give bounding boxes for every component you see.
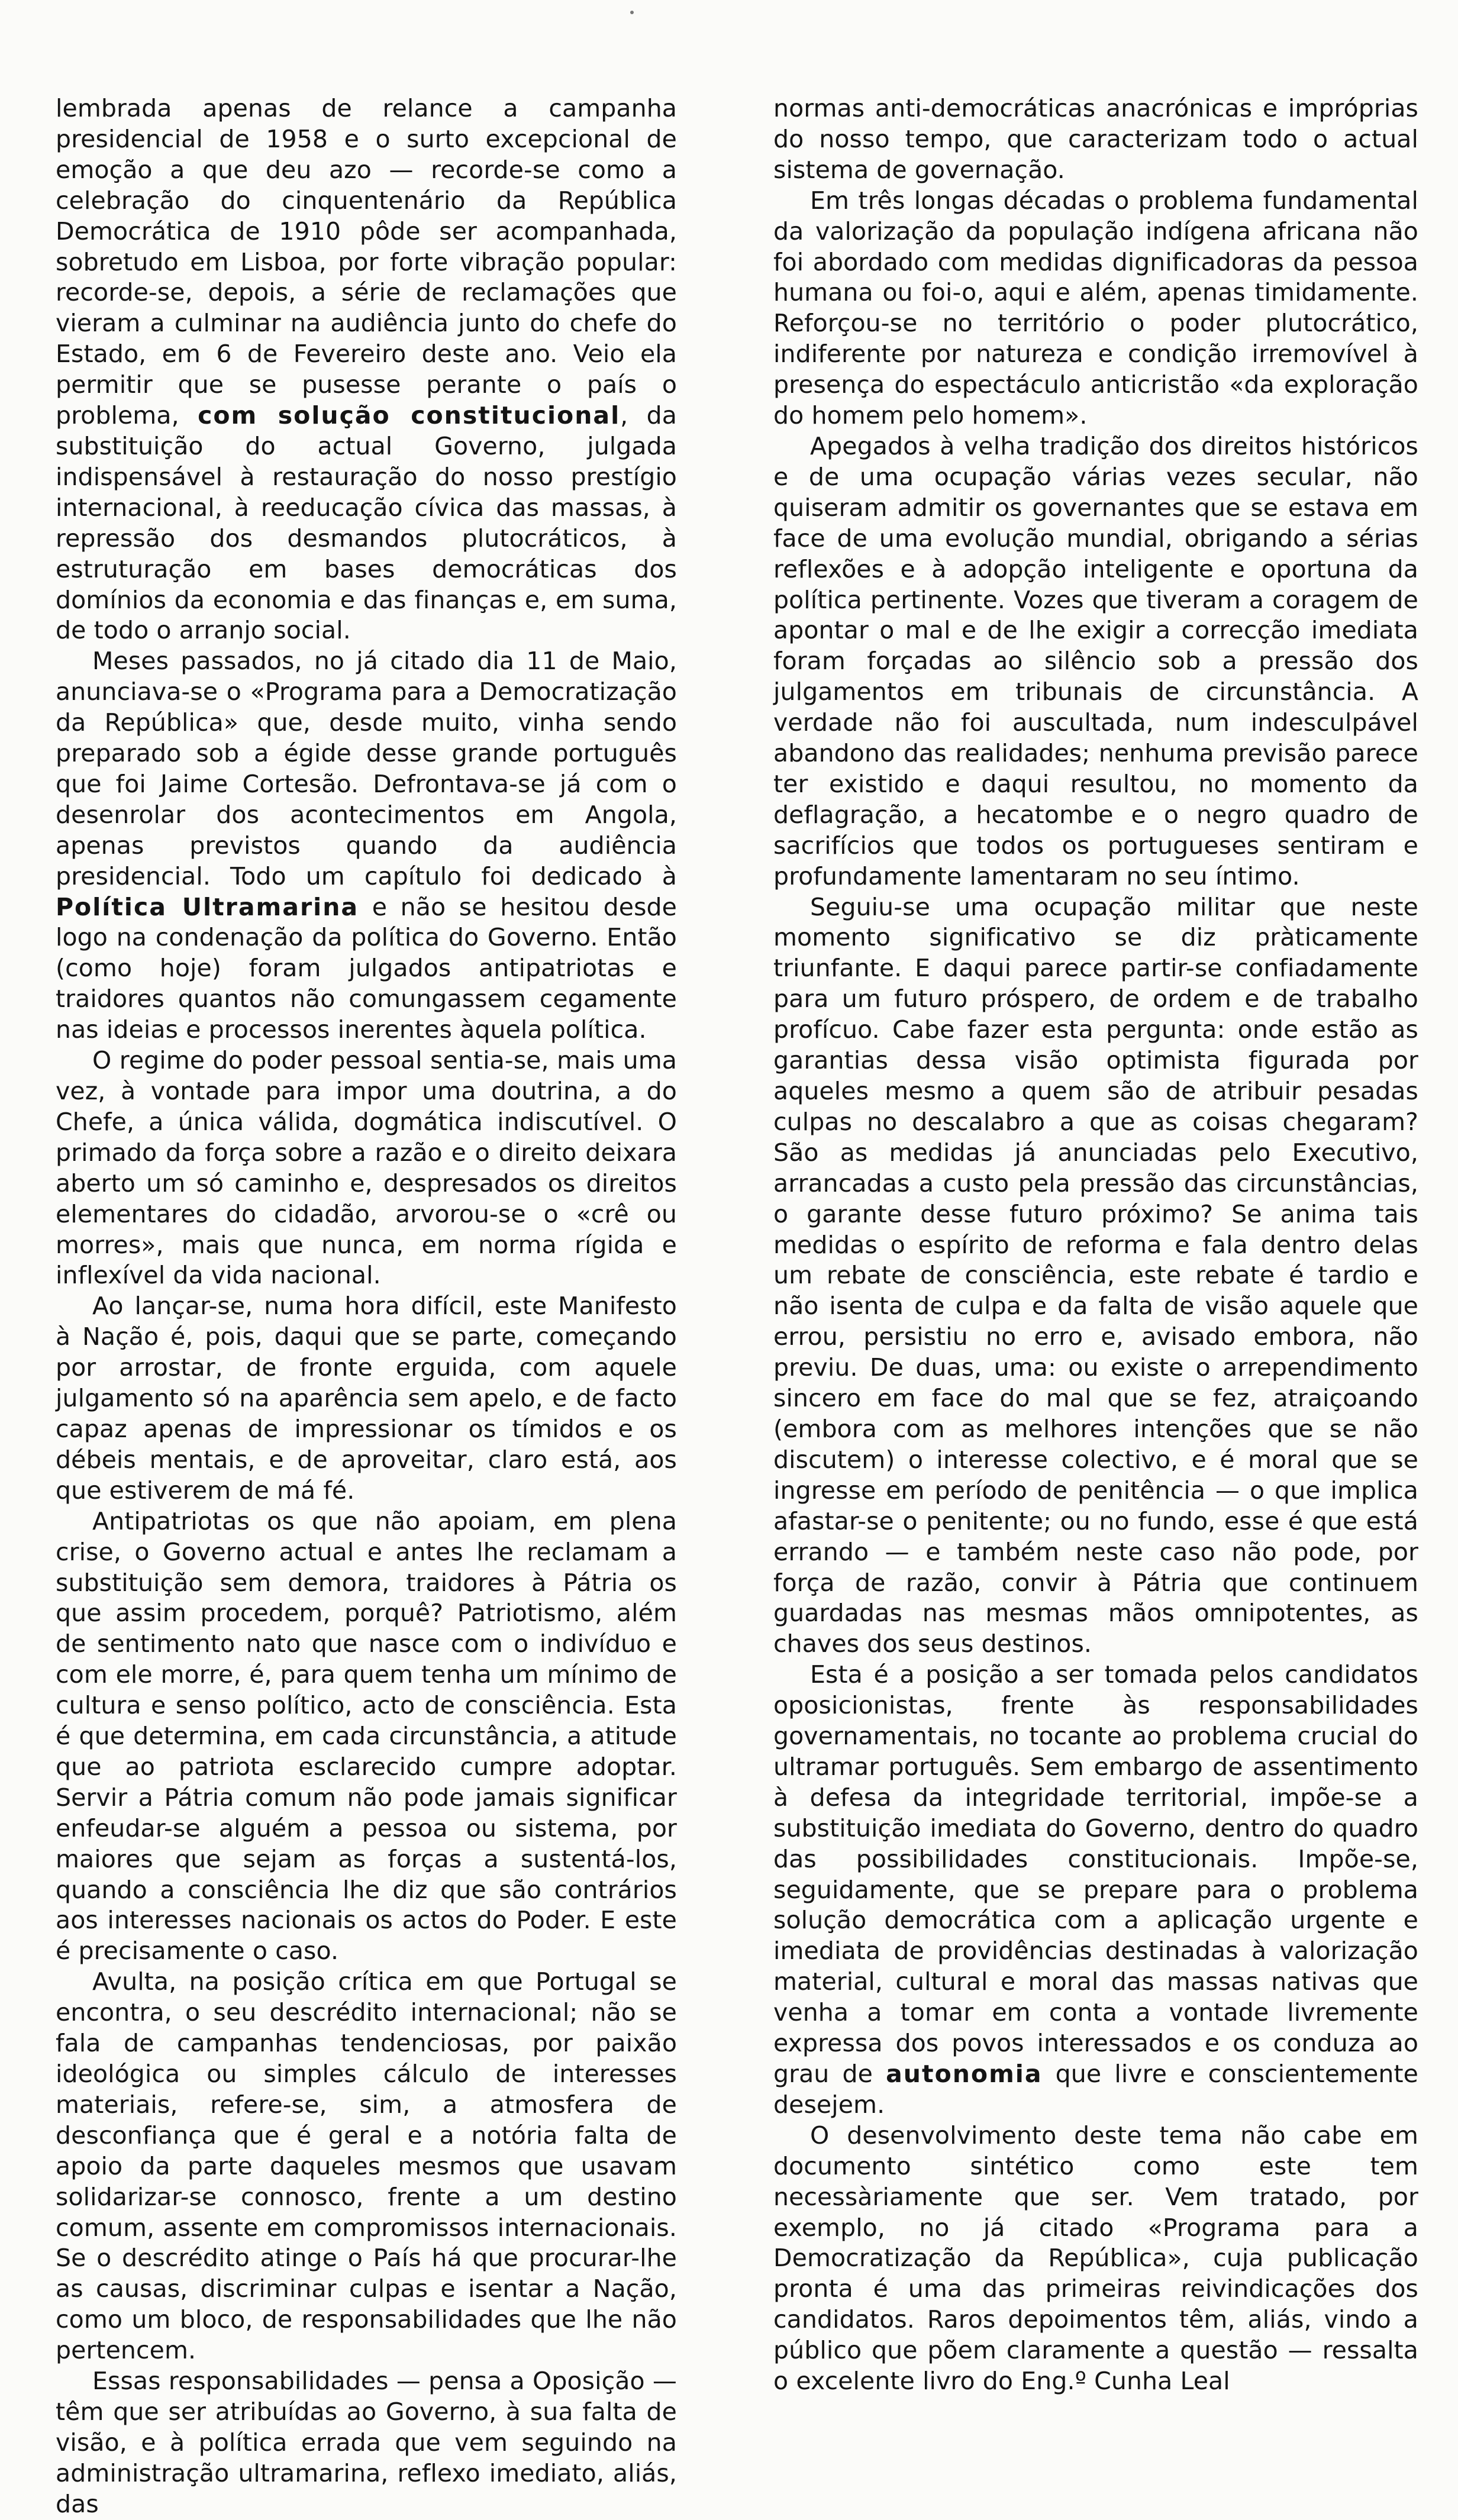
paragraph — [56, 646, 677, 1046]
paragraph — [773, 2121, 1418, 2397]
paragraph — [56, 93, 677, 646]
paragraph-text: Seguiu-se uma ocupação militar que neste momento significativo se diz pràticamente triunfante. E daqui parece partir-se confiadamente para um futuro próspero, de ordem e de trabalho profícuo. Cabe fazer esta pergunta: onde estão as garantias dessa visão optimista figurada por aqueles mesmo a quem são de atribuir pesadas culpas no descalabro a que as coisas chegaram? São as medidas já anunciadas pelo Executivo, arrancadas a custo pela pressão das circunstâncias, o garante desse futuro próximo? Se anima tais medidas o espírito de reforma e fala dentro delas um rebate de consciência, este rebate é tardio e não isenta de culpa e da falta de visão aquele que errou, persistiu no erro e, avisado embora, não previu. De duas, uma: ou existe o arrependimento sincero em face do mal que se fez, atraiçoando (embora com as melhores intenções que se não discutem) o interesse colectivo, e é moral que se ingresse em período de penitência — o que implica afastar-se o penitente; ou no fundo, esse é que está errando — e também neste caso não pode, por força de razão, convir à Pátria que continuem guardadas nas mesmas mãos omnipotentes, as chaves dos seus destinos. — [773, 892, 1418, 1659]
paragraph-text: Avulta, na posição crítica em que Portugal se encontra, o seu descrédito internacional; não se fala de campanhas tendenciosas, por paixão ideológica ou simples cálculo de interesses materiais, refere-se, sim, a atmosfera de desconfiança que é geral e a notória falta de apoio da parte daqueles mesmos que usavam solidarizar-se connosco, frente a um destino comum, assente em compromissos internacionais. Se o descrédito atinge o País há que procurar-lhe as causas, discriminar culpas e isentar a Nação, como um bloco, de responsabilidades que lhe não pertencem. — [56, 1967, 677, 2365]
paragraph — [56, 1506, 677, 1967]
paragraph — [773, 431, 1418, 892]
paragraph-text: e não se hesitou desde logo na condenação da política do Governo. Então (como hoje) foram julgados antipatriotas e traidores quantos não comungassem cegamente nas ideias e processos inerentes àquela política. — [56, 892, 678, 1044]
paragraph — [773, 93, 1418, 186]
paragraph — [773, 1660, 1418, 2121]
text-column-left — [56, 93, 678, 2518]
paragraph — [56, 1291, 677, 1506]
emphasis-text: autonomia — [886, 2060, 1043, 2088]
paragraph — [56, 1046, 677, 1291]
paragraph — [773, 892, 1418, 1660]
emphasis-text: Política Ultramarina — [56, 892, 359, 921]
paragraph-text: Apegados à velha tradição dos direitos históricos e de uma ocupação várias vezes secular, não quiseram admitir os governantes que se estava em face de uma evolução mundial, obrigando a sérias reflexões e à adopção inteligente e oportuna da política pertinente. Vozes que tiveram a coragem de apontar o mal e de lhe exigir a correcção imediata foram forçadas ao silêncio sob a pressão dos julgamentos em tribunais de circunstância. A verdade não foi auscultada, num indesculpável abandono das realidades; nenhuma previsão parece ter existido e daqui resultou, no momento da deflagração, a hecatombe e o negro quadro de sacrifícios que todos os portugueses sentiram e profundamente lamentaram no seu íntimo. — [773, 431, 1418, 890]
scan-speck — [630, 11, 634, 14]
paragraph-text: Meses passados, no já citado dia 11 de Maio, anunciava-se o «Programa para a Democratização da República» que, desde muito, vinha sendo preparado sob a égide desse grande português que foi Jaime Cortesão. Defrontava-se já com o desenrolar dos acontecimentos em Angola, apenas previstos quando da audiência presidencial. Todo um capítulo foi dedicado à — [56, 647, 677, 890]
text-column-right — [773, 93, 1419, 2396]
paragraph-text: Essas responsabilidades — pensa a Oposição — têm que ser atribuídas ao Governo, à sua falta de visão, e à política errada que vem seguindo na administração ultramarina, reflexo imediato, aliás, das — [56, 2367, 677, 2518]
paragraph-text: Antipatriotas os que não apoiam, em plena crise, o Governo actual e antes lhe reclamam a substituição sem demora, traidores à Pátria os que assim procedem, porquê? Patriotismo, além de sentimento nato que nasce com o indivíduo e com ele morre, é, para quem tenha um mínimo de cultura e senso político, acto de consciência. Esta é que determina, em cada circunstância, a atitude que ao patriota esclarecido cumpre adoptar. Servir a Pátria comum não pode jamais significar enfeudar-se alguém a pessoa ou sistema, por maiores que sejam as forças a sustentá-los, quando a consciência lhe diz que são contrários aos interesses nacionais os actos do Poder. E este é precisamente o caso. — [56, 1506, 677, 1966]
paragraph — [56, 2366, 677, 2520]
paragraph-text: normas anti-democráticas anacrónicas e impróprias do nosso tempo, que caracterizam todo o actual sistema de governação. — [773, 94, 1418, 184]
emphasis-text: com solução constitucional — [198, 401, 621, 430]
paragraph-text: que livre e conscientemente desejem. — [773, 2060, 1419, 2119]
paragraph — [773, 186, 1418, 431]
paragraph-text: O desenvolvimento deste tema não cabe em documento sintético como este tem necessàriamente que ser. Vem tratado, por exemplo, no já citado «Programa para a Democratização da República», cuja publicação pronta é uma das primeiras reivindicações dos candidatos. Raros depoimentos têm, aliás, vindo a público que põem claramente a questão — ressalta o excelente livro do Eng.º Cunha Leal — [773, 2121, 1418, 2396]
paragraph-text: Em três longas décadas o problema fundamental da valorização da população indígena africana não foi abordado com medidas dignificadoras da pessoa humana ou foi-o, aqui e além, apenas timidamente. Reforçou-se no território o poder plutocrático, indiferente por natureza e condição irremovível à presença do espectáculo anticristão «da exploração do homem pelo homem». — [773, 186, 1418, 430]
paragraph-text: O regime do poder pessoal sentia-se, mais uma vez, à vontade para impor uma doutrina, a do Chefe, a única válida, dogmática indiscutível. O primado da força sobre a razão e o direito deixara aberto um só caminho e, despresados os direitos elementares do cidadão, arvorou-se o «crê ou morres», mais que nunca, em norma rígida e inflexível da vida nacional. — [56, 1046, 677, 1290]
paragraph-text: , da substituição do actual Governo, julgada indispensável à restauração do nosso prestígio internacional, à reeducação cívica das massas, à repressão dos desmandos plutocráticos, à estruturação em bases democráticas dos domínios da economia e das finanças e, em suma, de todo o arranjo social. — [56, 401, 677, 645]
paragraph — [56, 1967, 677, 2366]
paragraph-text: lembrada apenas de relance a campanha presidencial de 1958 e o surto excepcional de emoção a que deu azo — recorde-se como a celebração do cinquentenário da República Democrática de 1910 pôde ser acompanhada, sobretudo em Lisboa, por forte vibração popular: recorde-se, depois, a série de reclamações que vieram a culminar na audiência junto do chefe do Estado, em 6 de Fevereiro deste ano. Veio ela permitir que se pusesse perante o país o problema, — [56, 94, 677, 430]
paragraph-text: Ao lançar-se, numa hora difícil, este Manifesto à Nação é, pois, daqui que se parte, começando por arrostar, de fronte erguida, com aquele julgamento só na aparência sem apelo, e de facto capaz apenas de impressionar os tímidos e os débeis mentais, e de aproveitar, claro está, aos que estiverem de má fé. — [56, 1292, 677, 1505]
paragraph-text: Esta é a posição a ser tomada pelos candidatos oposicionistas, frente às responsabilidades governamentais, no tocante ao problema crucial do ultramar português. Sem embargo de assentimento à defesa da integridade territorial, impõe-se a substituição imediata do Governo, dentro do quadro das possibilidades constitucionais. Impõe-se, seguidamente, que se prepare para o problema solução democrática com a aplicação urgente e imediata de providências destinadas à valorização material, cultural e moral das massas nativas que venha a tomar em conta a vontade livremente expressa dos povos interessados e os conduza ao grau de — [773, 1660, 1418, 2088]
